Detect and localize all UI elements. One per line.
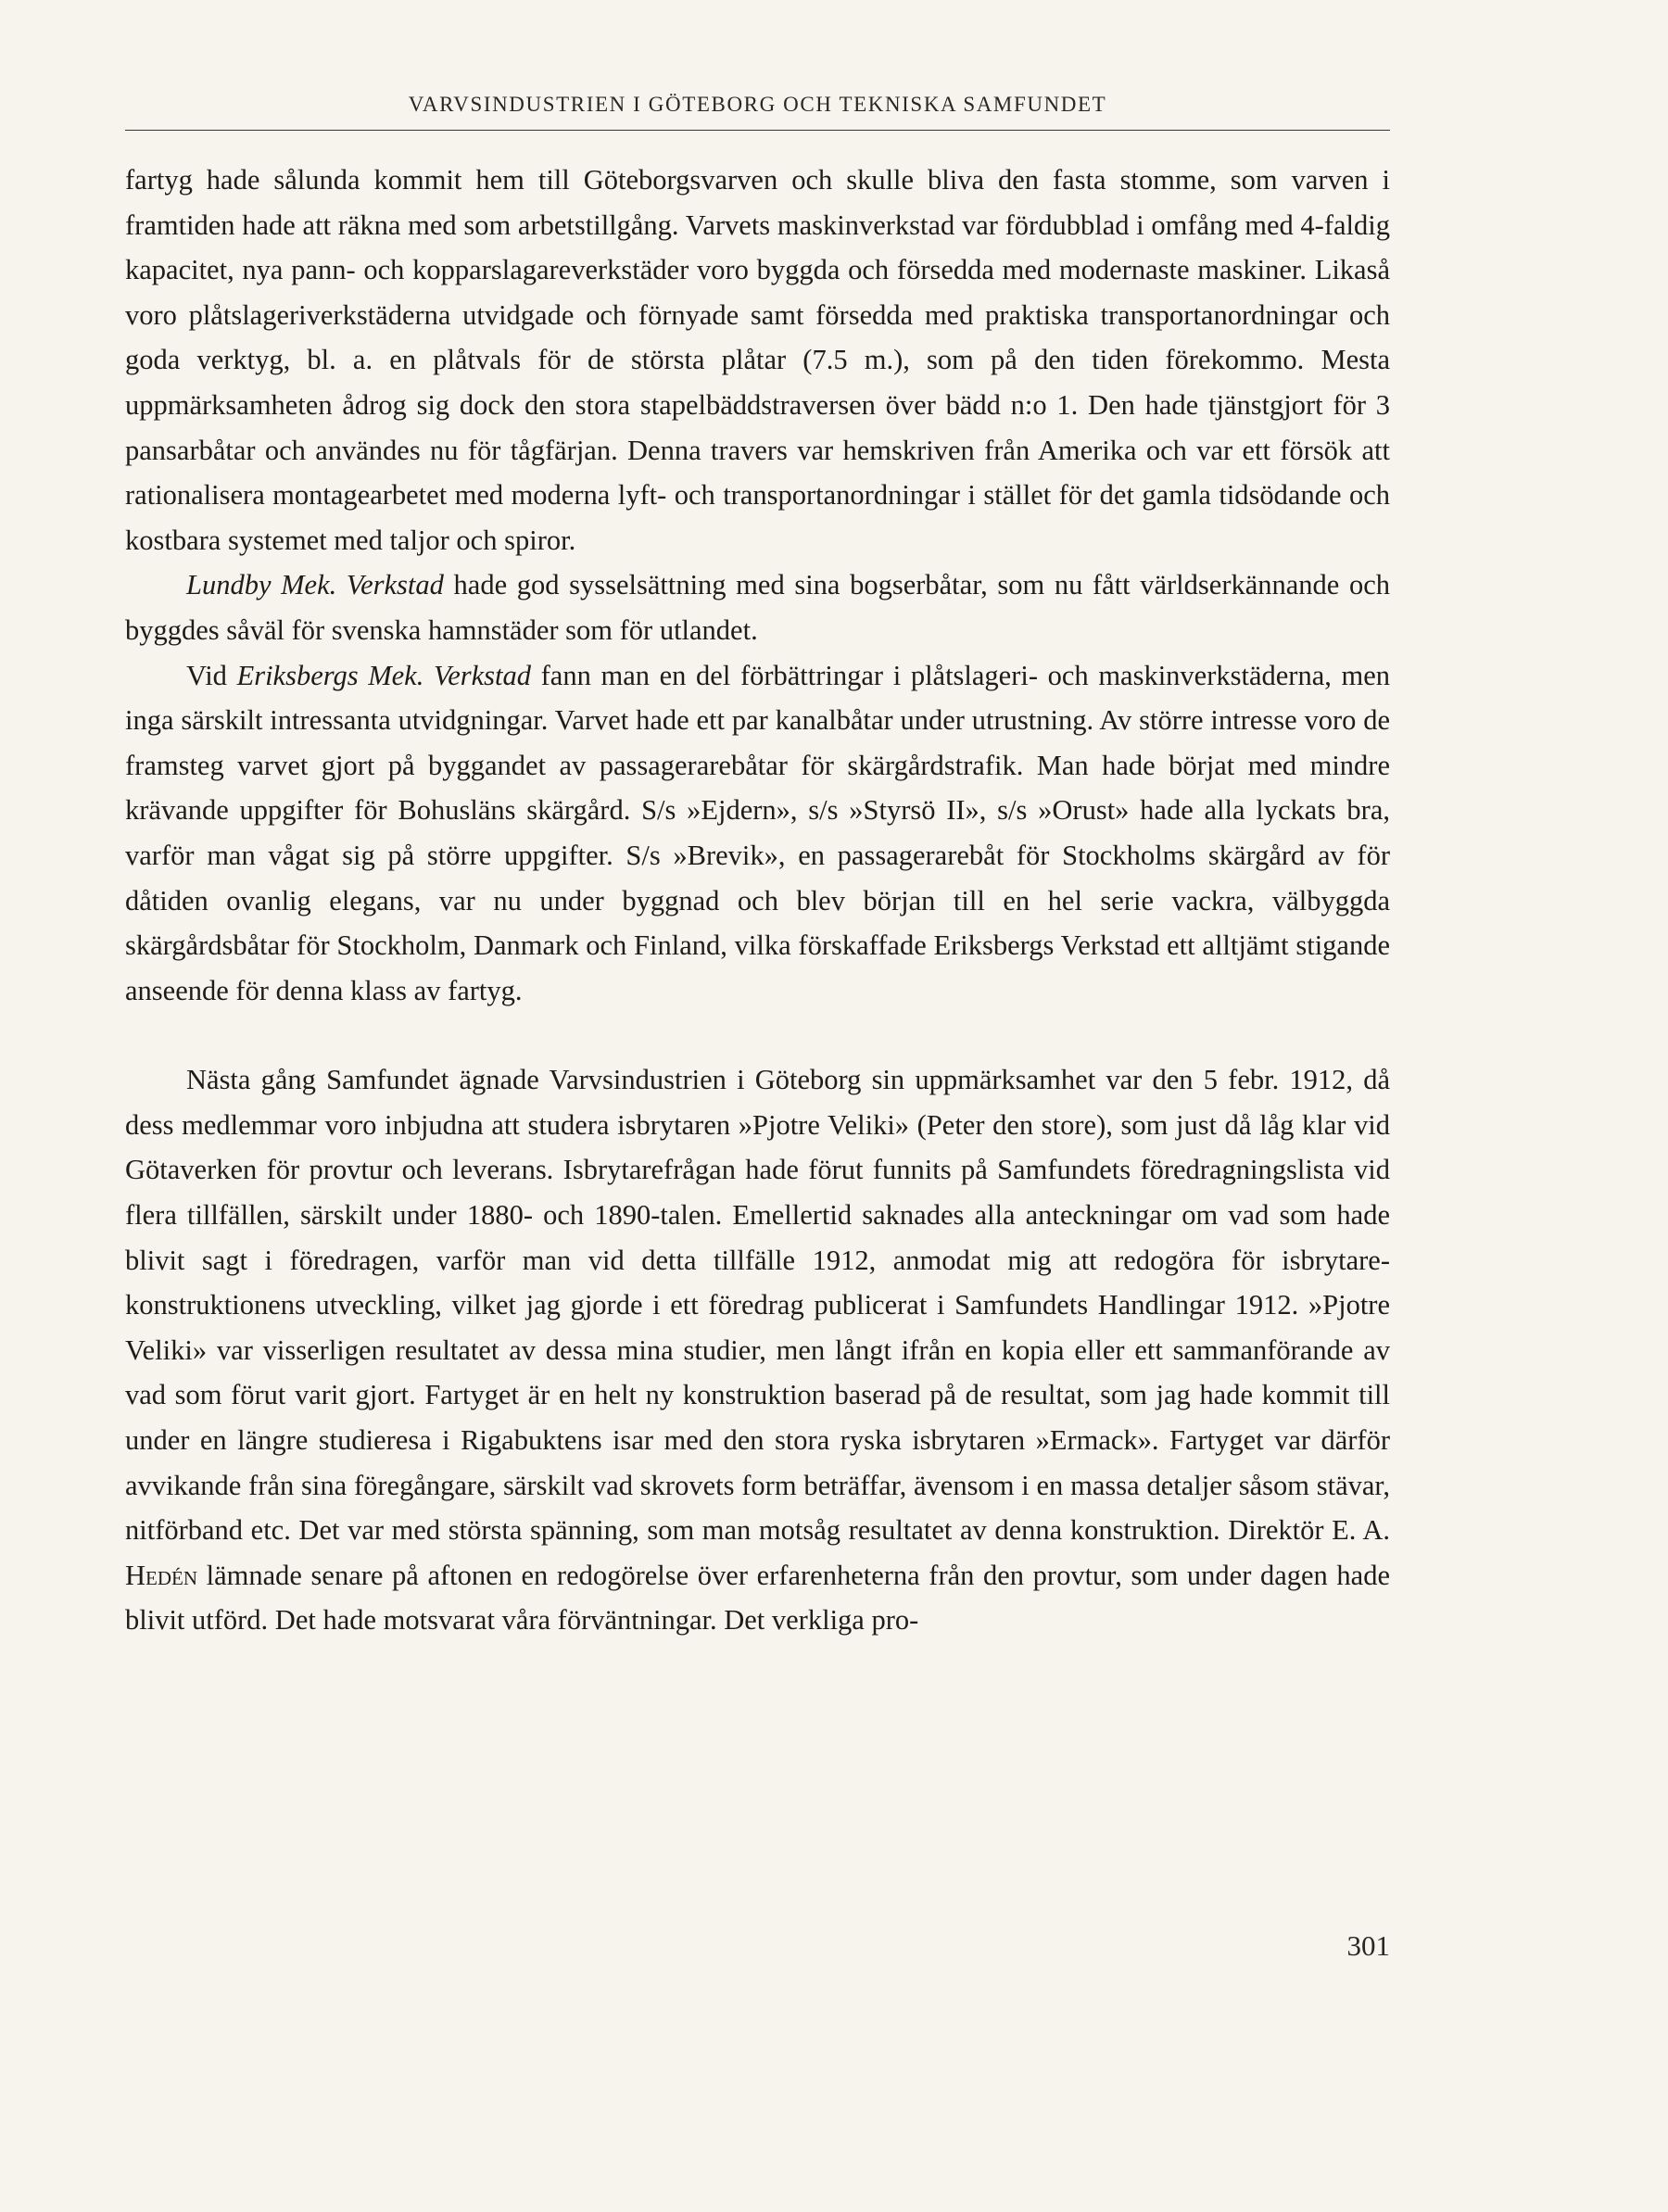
page-number: 301 xyxy=(1346,1929,1390,1962)
paragraph-3-text: fann man en del förbättringar i plåtslageri- och maskinverkstäderna, men inga särskilt intressanta utvidgningar. Varvet hade ett par kanalbåtar under utrustning. Av större intresse voro de framsteg varvet gjort på byggandet av passagerarebåtar för skärgårdstrafik. Man hade börjat med mindre krävande uppgifter för Bohusläns skärgård. S/s »Ejdern», s/s »Styrsö II», s/s »Orust» hade alla lyckats bra, varför man vågat sig på större uppgifter. S/s »Brevik», en passagerarebåt för Stockholms skärgård av för dåtiden ovanlig elegans, var nu under byggnad och blev början till en hel serie vackra, välbyggda skärgårdsbåtar för Stockholm, Danmark och Finland, vilka förskaffade Eriksbergs Verkstad ett alltjämt stigande anseende för denna klass av fartyg. xyxy=(125,659,1390,1006)
header-rule xyxy=(125,130,1390,131)
running-head: VARVSINDUSTRIEN I GÖTEBORG OCH TEKNISKA SAMFUNDET xyxy=(408,93,1107,116)
body-text xyxy=(125,158,1390,1643)
paragraph-4-tail: lämnade senare på aftonen en redogörelse över erfarenheterna från den provtur, som under dagen hade blivit utförd. Det hade motsvarat våra förväntningar. Det verkliga pro- xyxy=(125,1559,1390,1637)
paragraph-4-text: Nästa gång Samfundet ägnade Varvsindustrien i Göteborg sin uppmärksamhet var den 5 febr. 1912, då dess medlemmar voro inbjudna att studera isbrytaren »Pjotre Veliki» (Peter den store), som just då låg klar vid Götaverken för provtur och leverans. Isbrytarefrågan hade förut funnits på Samfundets föredragningslista vid flera tillfällen, särskilt under 1880- och 1890-talen. Emellertid saknades alla anteckningar om vad som hade blivit sagt i föredragen, varför man vid detta tillfälle 1912, anmodat mig att redogöra för isbrytarekonstruktionens utveckling, vilket jag gjorde i ett föredrag publicerat i Samfundets Handlingar 1912. »Pjotre Veliki» var visserligen resultatet av dessa mina studier, men långt ifrån en kopia eller ett sammanförande av vad som förut varit gjort. Fartyget är en helt ny konstruktion baserad på de resultat, som jag hade kommit till under en längre studieresa i Rigabuktens isar med den stora ryska isbrytaren »Ermack». Fartyget var därför avvikande från sina föregångare, särskilt vad skrovets form beträffar, ävensom i en massa detaljer såsom stävar, nitförband etc. Det var med största spänning, som man motsåg resultatet av denna konstruktion. Direktör E. A. xyxy=(125,1064,1390,1547)
paragraph-3-lead: Vid xyxy=(186,659,237,691)
company-name-eriksberg: Eriksbergs Mek. Verkstad xyxy=(236,659,532,691)
paragraph-2-text: hade god sysselsättning med sina bogserbåtar, som nu fått världserkännande och byggdes såväl för svenska hamnstäder som för utlandet. xyxy=(125,569,1390,646)
paragraph-2 xyxy=(125,562,1390,652)
paragraph-3 xyxy=(125,653,1390,1014)
person-name-heden: Hedén xyxy=(125,1559,198,1591)
company-name-lundby: Lundby Mek. Verkstad xyxy=(186,569,444,601)
paragraph-4 xyxy=(125,1057,1390,1643)
paragraph-1: fartyg hade sålunda kommit hem till Göteborgsvarven och skulle bliva den fasta stomme, som varven i framtiden hade att räkna med som arbetstillgång. Varvets maskinverkstad var fördubblad i omfång med 4-faldig kapacitet, nya pann- och kopparslagareverkstäder voro byggda och försedda med modernaste maskiner. Likaså voro plåtslageriverkstäderna utvidgade och förnyade samt försedda med praktiska transportanordningar och goda verktyg, bl. a. en plåtvals för de största plåtar (7.5 m.), som på den tiden förekommo. Mesta uppmärksamheten ådrog sig dock den stora stapelbäddstraversen över bädd n:o 1. Den hade tjänstgjort för 3 pansarbåtar och användes nu för tågfärjan. Denna travers var hemskriven från Amerika och var ett försök att rationalisera montagearbetet med moderna lyft- och transportanordningar i stället för det gamla tidsödande och kostbara systemet med taljor och spiror. xyxy=(125,164,1390,556)
